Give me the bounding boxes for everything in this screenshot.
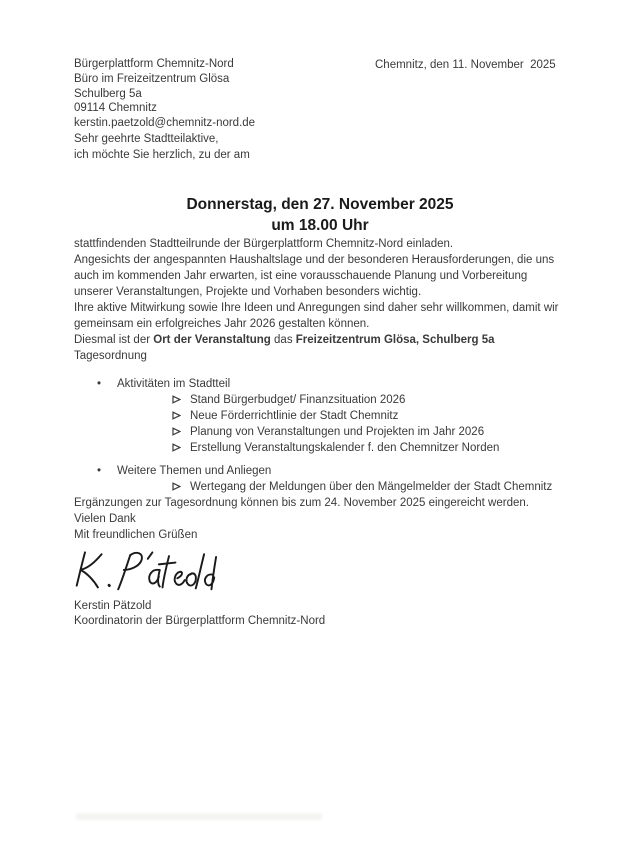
paragraph-participation: Ihre aktive Mitwirkung sowie Ihre Ideen und Anregungen sind daher sehr willkommen, damit wir gemeinsam ein erfolgreiches Jahr 2026 gestalten können. xyxy=(74,301,559,330)
salutation: Sehr geehrte Stadtteilaktive, xyxy=(74,132,219,145)
event-time: um 18.00 Uhr xyxy=(271,216,369,234)
signature-block xyxy=(74,599,566,629)
arrow-bullet-icon xyxy=(172,480,190,496)
agenda-subitem-label: Neue Förderrichtlinie der Stadt Chemnitz xyxy=(190,409,399,422)
intro-line: ich möchte Sie herzlich, zu der am xyxy=(74,148,250,161)
agenda-item xyxy=(74,376,566,392)
agenda-subitem-label: Wertegang der Meldungen über den Mängelmelder der Stadt Chemnitz xyxy=(190,480,553,493)
bullet-dot-icon: • xyxy=(97,377,102,390)
agenda-item-label: Weitere Themen und Anliegen xyxy=(117,464,272,477)
arrow-bullet-icon xyxy=(172,409,190,425)
event-date: Donnerstag, den 27. November 2025 xyxy=(186,195,454,213)
agenda-subitem xyxy=(172,479,566,495)
regards-line: Mit freundlichen Grüßen xyxy=(74,528,198,541)
agenda-subitem xyxy=(172,408,566,424)
agenda-subitem xyxy=(172,392,566,408)
bullet-dot-icon: • xyxy=(97,464,102,477)
sender-email: kerstin.paetzold@chemnitz-nord.de xyxy=(74,117,256,130)
arrow-bullet-icon xyxy=(172,393,190,409)
agenda-subitem-label: Erstellung Veranstaltungskalender f. den Chemnitzer Norden xyxy=(190,441,500,454)
venue-location-bold: Freizeitzentrum Glösa, Schulberg 5a xyxy=(295,333,495,346)
sender-office: Büro im Freizeitzentrum Glösa xyxy=(74,72,230,85)
agenda-item-label: Aktivitäten im Stadtteil xyxy=(117,377,231,390)
paragraph-invitation: stattfindenden Stadtteilrunde der Bürgerplattform Chemnitz-Nord einladen. xyxy=(74,237,454,250)
thanks-line: Vielen Dank xyxy=(74,512,136,525)
signer-name: Kerstin Pätzold xyxy=(74,599,152,612)
dateline: Chemnitz, den 11. November 2025 xyxy=(375,59,556,71)
agenda-subitem xyxy=(172,424,566,440)
agenda-title: Tagesordnung xyxy=(74,349,147,362)
agenda-group xyxy=(74,463,566,495)
paragraph-context: Angesichts der angespannten Haushaltslage und der besonderen Herausforderungen, die uns auch im kommenden Jahr erwarten, ist eine vorausschauende Planung und Vorbereitung unserer Veranstaltungen, Projekte und Vorhaben besonders wichtig. xyxy=(74,253,555,298)
event-heading xyxy=(74,194,566,236)
agenda-subitem-label: Stand Bürgerbudget/ Finanzsituation 2026 xyxy=(190,393,406,406)
arrow-bullet-icon xyxy=(172,441,190,457)
venue-prefix: Diesmal ist der xyxy=(74,333,154,346)
sender-city: 09114 Chemnitz xyxy=(74,102,157,115)
handwritten-signature xyxy=(70,545,220,593)
venue-line xyxy=(74,332,566,348)
agenda-group xyxy=(74,376,566,456)
agenda-item xyxy=(74,463,566,479)
sender-street: Schulberg 5a xyxy=(74,87,142,100)
arrow-bullet-icon xyxy=(172,425,190,441)
amendments-note: Ergänzungen zur Tagesordnung können bis zum 24. November 2025 eingereicht werden. xyxy=(74,496,529,509)
venue-middle: das xyxy=(270,333,296,346)
signer-role: Koordinatorin der Bürgerplattform Chemnitz-Nord xyxy=(74,614,326,627)
agenda-subitem xyxy=(172,440,566,456)
sender-org: Bürgerplattform Chemnitz-Nord xyxy=(74,58,234,70)
venue-label-bold: Ort der Veranstaltung xyxy=(153,333,271,346)
scan-artifact-smudge xyxy=(76,813,322,820)
agenda-subitem-label: Planung von Veranstaltungen und Projekten im Jahr 2026 xyxy=(190,425,485,438)
